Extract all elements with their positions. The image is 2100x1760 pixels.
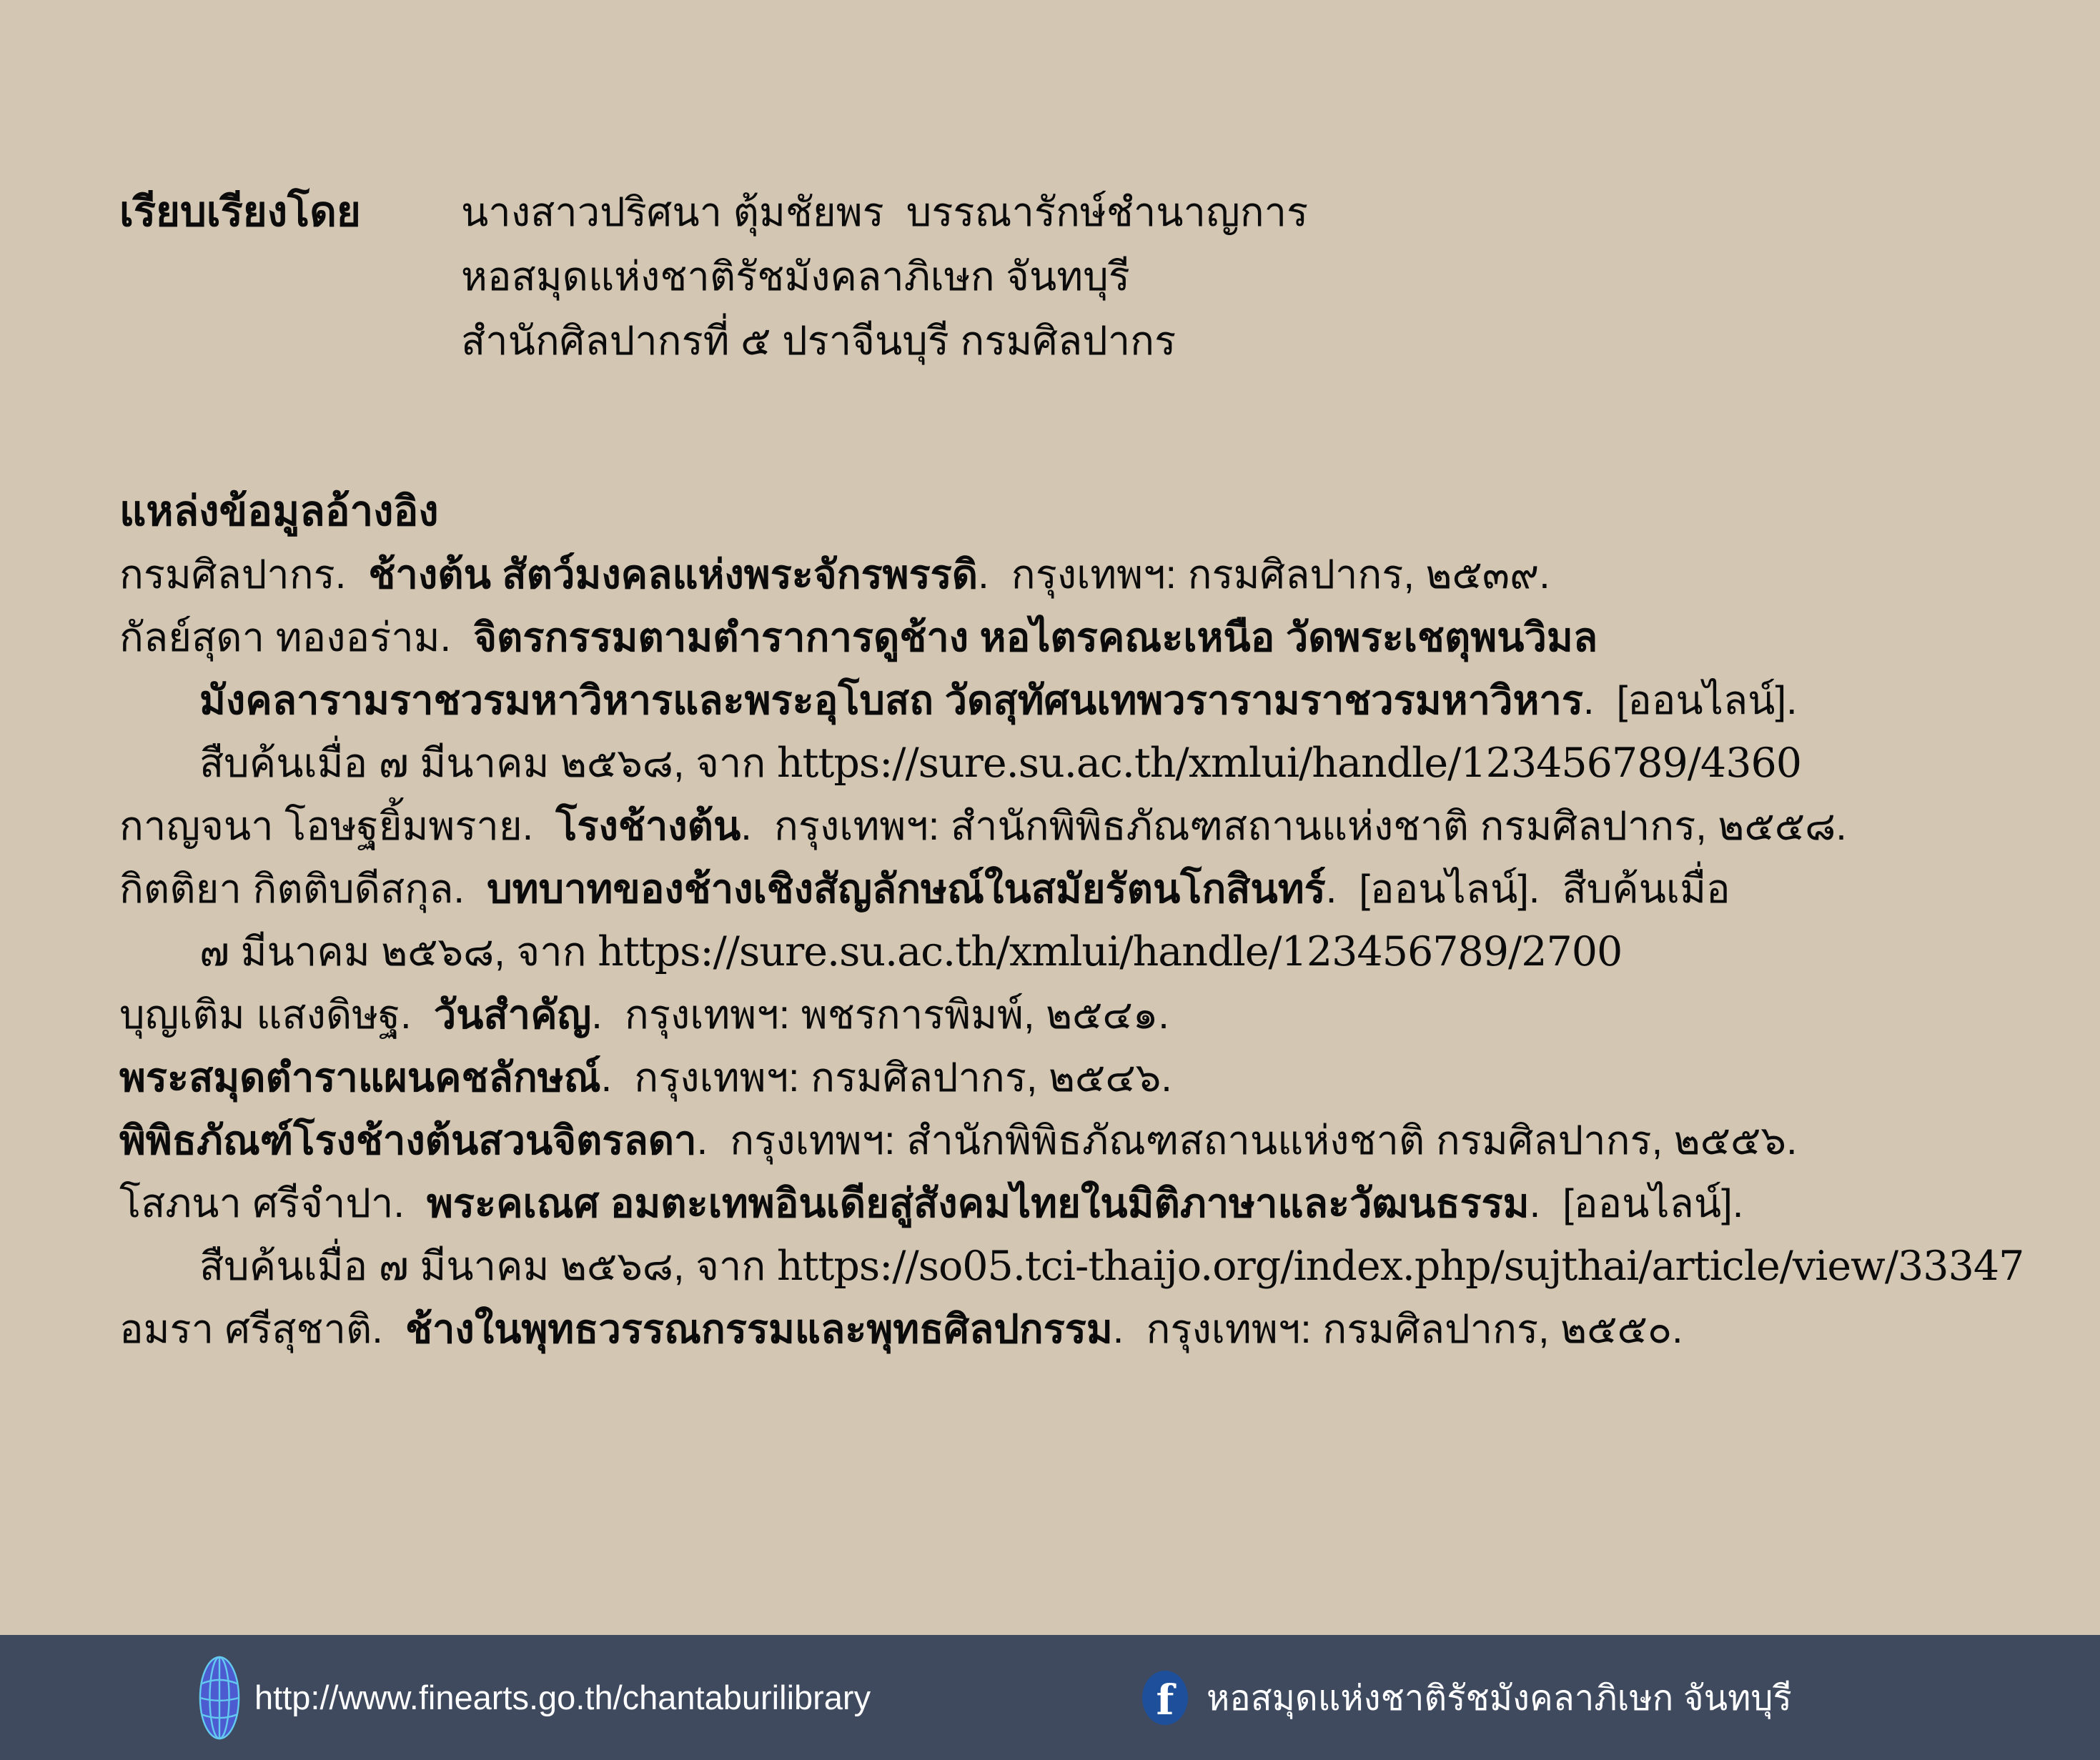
footer-bar <box>0 1635 2100 1760</box>
reference-text: สืบค้นเมื่อ ๗ มีนาคม ๒๕๖๘, จาก <box>199 740 777 785</box>
reference-entry <box>119 669 2024 732</box>
reference-text: . [ออนไลน์]. <box>1529 1180 1744 1225</box>
reference-text: ช้างในพุทธวรรณกรรมและพุทธศิลปกรรม <box>405 1306 1113 1351</box>
reference-entry <box>119 857 2024 920</box>
reference-url: https://sure.su.ac.th/xmlui/handle/123456789/2700 <box>598 928 1623 975</box>
reference-text: . กรุงเทพฯ: สำนักพิพิธภัณฑสถานแห่งชาติ กรมศิลปากร, ๒๕๕๖. <box>696 1118 1798 1163</box>
reference-text: บทบาทของช้างเชิงสัญลักษณ์ในสมัยรัตนโกสินทร์ <box>487 866 1326 911</box>
footer-website-url: http://www.finearts.go.th/chantaburilibrary <box>254 1679 871 1716</box>
reference-text: กิตติยา กิตติบดีสกุล. <box>119 866 487 911</box>
byline-block <box>119 180 1308 373</box>
reference-text: . กรุงเทพฯ: กรมศิลปากร, ๒๕๕๐. <box>1112 1306 1683 1351</box>
reference-entry <box>119 1235 2024 1298</box>
footer-facebook-label: หอสมุดแห่งชาติรัชมังคลาภิเษก จันทบุรี <box>1207 1679 1792 1718</box>
byline-line: หอสมุดแห่งชาติรัชมังคลาภิเษก จันทบุรี <box>461 254 1130 299</box>
footer-facebook <box>1142 1635 1792 1760</box>
reference-entry <box>119 795 2024 857</box>
reference-text: . กรุงเทพฯ: พชรการพิมพ์, ๒๕๔๑. <box>591 992 1169 1037</box>
reference-entry <box>119 606 2024 669</box>
reference-text: กัลย์สุดา ทองอร่าม. <box>119 615 474 660</box>
reference-text: ช้างต้น สัตว์มงคลแห่งพระจักรพรรดิ <box>368 552 979 597</box>
references-list <box>119 543 2024 1361</box>
references-heading: แหล่งข้อมูลอ้างอิง <box>119 488 439 535</box>
reference-text: โรงช้างต้น <box>555 803 741 848</box>
reference-entry <box>119 983 2024 1046</box>
reference-text: . กรุงเทพฯ: สำนักพิพิธภัณฑสถานแห่งชาติ กรมศิลปากร, ๒๕๕๘. <box>741 803 1847 848</box>
reference-url: https://sure.su.ac.th/xmlui/handle/123456789/4360 <box>776 740 1801 787</box>
byline-line: สำนักศิลปากรที่ ๕ ปราจีนบุรี กรมศิลปากร <box>461 318 1177 363</box>
reference-entry <box>119 543 2024 606</box>
reference-text: กาญจนา โอษฐยิ้มพราย. <box>119 803 556 848</box>
reference-text: วันสำคัญ <box>433 992 592 1037</box>
reference-text: อมรา ศรีสุชาติ. <box>119 1306 405 1351</box>
reference-text: ๗ มีนาคม ๒๕๖๘, จาก <box>199 929 598 974</box>
reference-entry <box>119 1046 2024 1109</box>
reference-text: พระสมุดตำราแผนคชลักษณ์ <box>119 1055 601 1100</box>
reference-text: มังคลารามราชวรมหาวิหารและพระอุโบสถ วัดสุทัศนเทพวรารามราชวรมหาวิหาร <box>199 677 1583 722</box>
references-block <box>119 480 2024 1361</box>
reference-text: บุญเติม แสงดิษฐ. <box>119 992 434 1037</box>
reference-url: https://so05.tci-thaijo.org/index.php/sujthai/article/view/33347 <box>776 1243 2024 1290</box>
footer-website <box>199 1635 871 1760</box>
reference-text: . [ออนไลน์]. <box>1583 677 1798 722</box>
reference-text: . กรุงเทพฯ: กรมศิลปากร, ๒๕๔๖. <box>600 1055 1172 1100</box>
byline-line: นางสาวปริศนา ตุ้มชัยพร บรรณารักษ์ชำนาญการ <box>461 189 1309 234</box>
reference-entry <box>119 920 2024 983</box>
reference-text: พระคเณศ อมตะเทพอินเดียสู่สังคมไทยในมิติภาษาและวัฒนธรรม <box>427 1180 1530 1225</box>
byline-label: เรียบเรียงโดย <box>119 189 361 235</box>
reference-text: โสภนา ศรีจำปา. <box>119 1180 427 1225</box>
reference-text: . [ออนไลน์]. สืบค้นเมื่อ <box>1325 866 1730 911</box>
reference-entry <box>119 1172 2024 1235</box>
byline-lines <box>461 180 1308 373</box>
reference-entry <box>119 1298 2024 1361</box>
reference-entry <box>119 732 2024 795</box>
reference-text: กรมศิลปากร. <box>119 552 369 597</box>
reference-entry <box>119 1109 2024 1172</box>
reference-text: จิตรกรรมตามตำราการดูช้าง หอไตรคณะเหนือ วัดพระเชตุพนวิมล <box>473 615 1598 660</box>
globe-icon <box>199 1655 240 1741</box>
reference-text: พิพิธภัณฑ์โรงช้างต้นสวนจิตรลดา <box>119 1118 697 1163</box>
reference-text: . กรุงเทพฯ: กรมศิลปากร, ๒๕๓๙. <box>978 552 1550 597</box>
facebook-icon: f <box>1142 1671 1188 1725</box>
reference-text: สืบค้นเมื่อ ๗ มีนาคม ๒๕๖๘, จาก <box>199 1243 777 1288</box>
